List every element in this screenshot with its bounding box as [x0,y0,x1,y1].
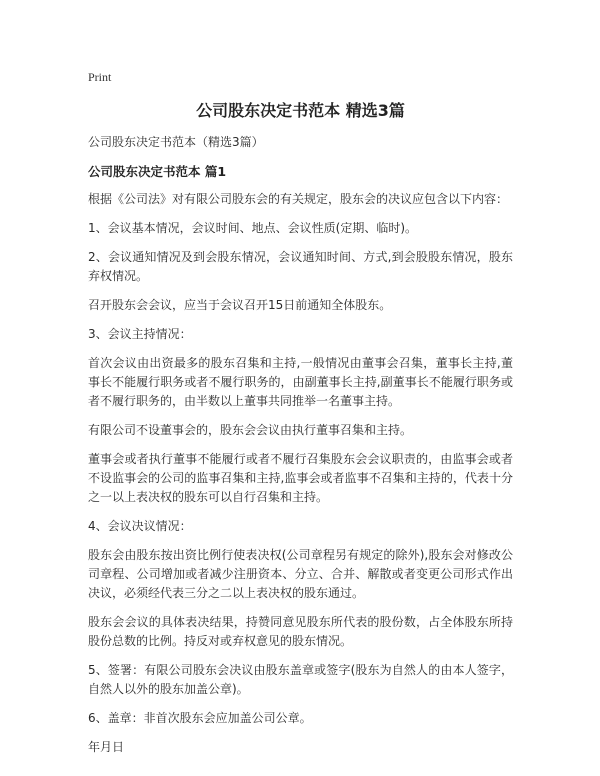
page-title: 公司股东决定书范本 精选3篇 [196,101,405,120]
paragraph: 根据《公司法》对有限公司股东会的有关规定，股东会的决议应包含以下内容： [88,192,509,206]
paragraph: 1、会议基本情况，会议时间、地点、会议性质(定期、临时)。 [88,221,418,235]
date-line: 年月日 [88,740,125,754]
paragraph: 有限公司不设董事会的，股东会会议由执行董事召集和主持。 [88,423,413,437]
paragraph: 首次会议由出资最多的股东召集和主持,一般情况由董事会召集，董事长主持,董事长不能履行职务或者不履行职务的，由副董事长主持,副董事长不能履行职务或者不履行职务的，由半数以上董事共同推举一名董事主持。 [88,356,513,408]
document-body [88,190,513,757]
paragraph: 股东会会议的具体表决结果，持赞同意见股东所代表的股份数，占全体股东所持股份总数的比例。持反对或弃权意见的股东情况。 [88,615,513,648]
paragraph: 2、会议通知情况及到会股东情况，会议通知时间、方式,到会股股东情况，股东弃权情况。 [88,250,513,283]
section-title: 公司股东决定书范本 篇1 [88,164,227,179]
page-subtitle: 公司股东决定书范本（精选3篇） [88,135,264,149]
paragraph: 董事会或者执行董事不能履行或者不履行召集股东会会议职责的，由监事会或者不设监事会的公司的监事召集和主持,监事会或者监事不召集和主持的，代表十分之一以上表决权的股东可以自行召集和主持。 [88,452,513,504]
paragraph: 4、会议决议情况： [88,519,192,533]
paragraph: 3、会议主持情况： [88,327,192,341]
paragraph: 5、签署：有限公司股东会决议由股东盖章或签字(股东为自然人的由本人签字，自然人以外的股东加盖公章)。 [88,663,513,696]
print-label: Print [88,70,112,84]
paragraph: 召开股东会会议，应当于会议召开15日前通知全体股东。 [88,298,392,312]
paragraph: 股东会由股东按出资比例行使表决权(公司章程另有规定的除外),股东会对修改公司章程、公司增加或者减少注册资本、分立、合并、解散或者变更公司形式作出决议，必须经代表三分之二以上表决权的股东通过。 [88,548,513,600]
paragraph: 6、盖章：非首次股东会应加盖公司公章。 [88,711,312,725]
